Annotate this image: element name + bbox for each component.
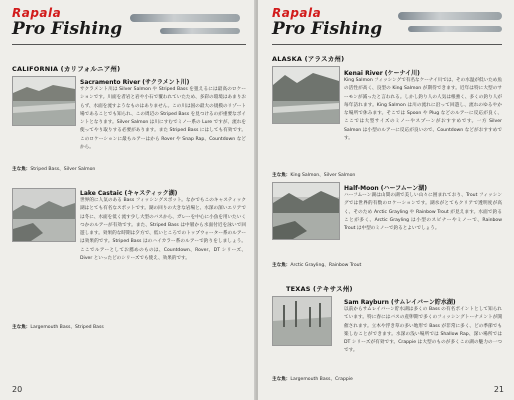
sacramento-body: サクラメント川は Silver Salmon や Striped Bass を狙えるには最高のロケーションです。川面を者岩と岩や小石で覆われていたため、多彩の環境はあまりおらず、水面を流すようなものはありません。この川は国の最大の規模のリゾート場であることでも知られ、この周辺の Striped Bass を見つけるのが重要なポイントとなります。Silver Salmon は川にすむでミノー系の Lure ですが、流れを使ってやり取りする必要があります。また Striped Bass にはしても有効です。このロケーションに最もルアーはから Rover や Snap Rap、Countdown などから。 [80,87,246,151]
half-moon-fish: 主な魚：Arctic Grayling、Rainbow Trout [272,263,362,268]
kenai-river-photo [272,66,340,124]
sam-rayburn-body: 以前からサムレイバーン貯水湖は多くの Bass の有名ポイントとして知られています。特に春にはバスの産卵期で多くのフィッシングトーナメントが開催されます。立木や浮き草の多い地形で Bass が非常に多く、どの季節でも楽しむことができます。水深の浅い場所では Shallow Rap、深い場所では DT シリーズが有効です。Crappie は大型のものが多くこの湖の魅力の一つです。 [344,307,502,354]
lake-castaic-photo [12,188,76,242]
sam-rayburn-title: Sam Rayburn (サムレイバーン貯水湖) [344,299,456,306]
half-moon-title: Half-Moon (ハーフムーン湖) [344,185,428,192]
kenai-title: Kenai River (ケーナイ川) [344,70,420,77]
lake-castaic-body: 世界的に人気のある Bass フィッシングスポット。なかでもこのキャスティック湖はとても有名なスポットです。湖の回りの大きな岩場と、水深の深いエリアでは冬に、水面を低く流す少し大型のバスから、ガレーを中心に小魚を用いたいくつかのルアーが有効です。また、Striped Bass は中層から水面付近を泳いで回遊します。効果的な時期は夕方で、低いところでのトップウォーター系のルアーは効果的です。Striped Bass はのハイカラー系のルアーで釣りをしましょう。ここでルアーとしてお薦めのものは、Countdown、Rover、DT シリーズ、Diver といったどのシリーズでも使え、効果的です。 [80,198,246,262]
rapala-logo: Rapala [12,6,62,20]
lake-castaic-fish: 主な魚：Largemouth Bass、Striped Bass [12,325,104,330]
page-number: 20 [12,385,23,394]
half-moon-body: ハーフムーン湖は山間の湖で美しい山々に囲まれており、Trout フィッシングでは世界的有数のロケーションです。湖水がとてもクリアで透明度が高く、そのため Arctic Grayling や Rainbow Trout が見えます。水面で釣ることが多く、Arctic Grayling は小型のスピナーやミノーで、Rainbow Trout は中型のミノーで釣るとよいでしょう。 [344,193,502,232]
region-heading: CALIFORNIA (カリフォルニア州) [12,65,121,73]
half-moon-photo [272,182,340,240]
lure-illustration [160,28,240,34]
sam-rayburn-photo [272,296,332,346]
region-heading-alaska: ALASKA (アラスカ州) [272,55,345,63]
lure-illustration [398,12,502,20]
region-heading-texas: TEXAS (テキサス州) [286,285,353,293]
kenai-body: King Salmon フィッシングで有名なケーナイ川では、その水温が低いため魚の活性が高く、良型の King Salmon が期待できます。近年は特に大型のサーモンが減ったと言われる。しかし釣り人の人気は根強く、多くの釣り人が毎年訪れます。King Salmon は川の流れに沿って回遊し、流れのゆるやかな場所で休みます。そこでは Spoon や Plug などのルアーに反応が良く、ここでは大型サイズのミノーやスプーンがおすすめです。一方 Silver Salmon は小型のルアーに反応が良いので、Countdown などがおすすめです。 [344,78,502,142]
right-page [258,0,514,400]
sacramento-title: Sacramento River (サクラメント川) [80,79,190,86]
left-page [0,0,256,400]
page-title: Pro Fishing [12,19,123,39]
page-title: Pro Fishing [272,19,383,39]
header-rule [12,44,246,45]
lake-castaic-title: Lake Castaic (キャスティック湖) [80,190,178,197]
lure-illustration [130,14,240,22]
lure-illustration [408,26,502,32]
rapala-logo: Rapala [272,6,322,20]
sam-rayburn-fish: 主な魚：Largemouth Bass、Crappie [272,377,353,382]
sacramento-river-photo [12,76,76,126]
page-number: 21 [493,385,504,394]
header-rule [272,44,502,45]
sacramento-fish: 主な魚：Striped Bass、Silver Salmon [12,167,96,172]
kenai-fish: 主な魚：King Salmon、Silver Salmon [272,173,356,178]
sacramento-body-spacer [12,130,246,164]
